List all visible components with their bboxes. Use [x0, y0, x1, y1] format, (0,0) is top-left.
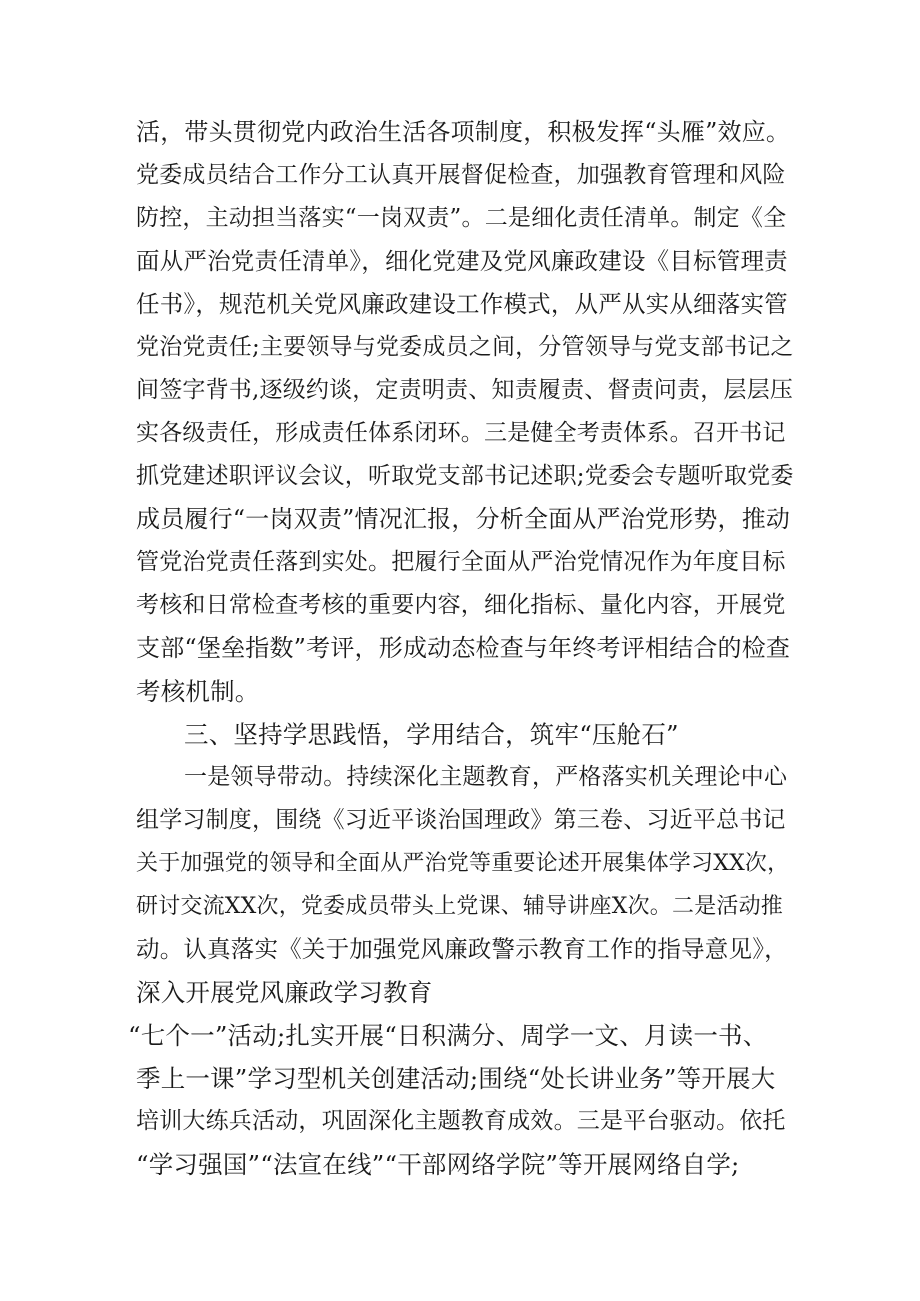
- text-line: 关于加强党的领导和全面从严治党等重要论述开展集体学习XX次，: [136, 851, 790, 876]
- text-line: 动。认真落实《关于加强党风廉政警示教育工作的指导意见》，: [136, 935, 788, 963]
- text-line: 研讨交流XX次，党委成员带头上党课、辅导讲座X次。二是活动推: [136, 894, 783, 919]
- text-line: 一是领导带动。持续深化主题教育，严格落实机关理论中心: [184, 764, 788, 790]
- text-line: “学习强国”“法宣在线”“干部网络学院”等开展网络自学;: [136, 1150, 740, 1179]
- text-line: 培训大练兵活动，巩固深化主题教育成效。三是平台驱动。依托: [136, 1108, 786, 1134]
- document-body: [128, 111, 794, 1186]
- text-line: 防控，主动担当落实“一岗双责”。二是细化责任清单。制定《全: [136, 205, 787, 231]
- text-line: 实各级责任，形成责任体系闭环。三是健全考责体系。召开书记: [136, 420, 786, 446]
- text-line: 任书》，规范机关党风廉政建设工作模式，从严从实从细落实管: [136, 290, 788, 318]
- text-line: 成员履行“一岗双责”情况汇报，分析全面从严治党形势，推动: [136, 505, 791, 533]
- section-heading: 三、坚持学思践悟，学用结合，筑牢“压舱石”: [184, 720, 679, 749]
- text-line: “七个一”活动;扎实开展“日积满分、周学一文、月读一书、: [128, 1021, 768, 1050]
- text-line: 面从严治党责任清单》，细化党建及党风廉政建设《目标管理责: [136, 247, 788, 275]
- text-line: 季上一课”学习型机关创建活动;围绕“处长讲业务”等开展大: [136, 1064, 776, 1093]
- text-line: 党委成员结合工作分工认真开展督促检查，加强教育管理和风险: [136, 162, 786, 188]
- text-line: 支部“堡垒指数”考评，形成动态检查与年终考评相结合的检查: [136, 634, 791, 662]
- text-line: 党治党责任;主要领导与党委成员之间，分管领导与党支部书记之: [136, 334, 794, 360]
- text-line: 间签字背书,逐级约谈，定责明责、知责履责、督责问责，层层压: [136, 377, 794, 403]
- text-line: 抓党建述职评议会议，听取党支部书记述职;党委会专题听取党委: [136, 463, 794, 489]
- text-line: 组学习制度，围绕《习近平谈治国理政》第三卷、习近平总书记: [136, 807, 786, 833]
- text-line: 深入开展党风廉政学习教育: [136, 978, 433, 1007]
- text-line: 活，带头贯彻党内政治生活各项制度，积极发挥“头雁”效应。: [136, 118, 791, 146]
- text-line: 管党治党责任落到实处。把履行全面从严治党情况作为年度目标: [136, 549, 786, 575]
- text-line: 考核机制。: [136, 677, 260, 706]
- text-line: 考核和日常检查考核的重要内容，细化指标、量化内容，开展党: [136, 592, 786, 618]
